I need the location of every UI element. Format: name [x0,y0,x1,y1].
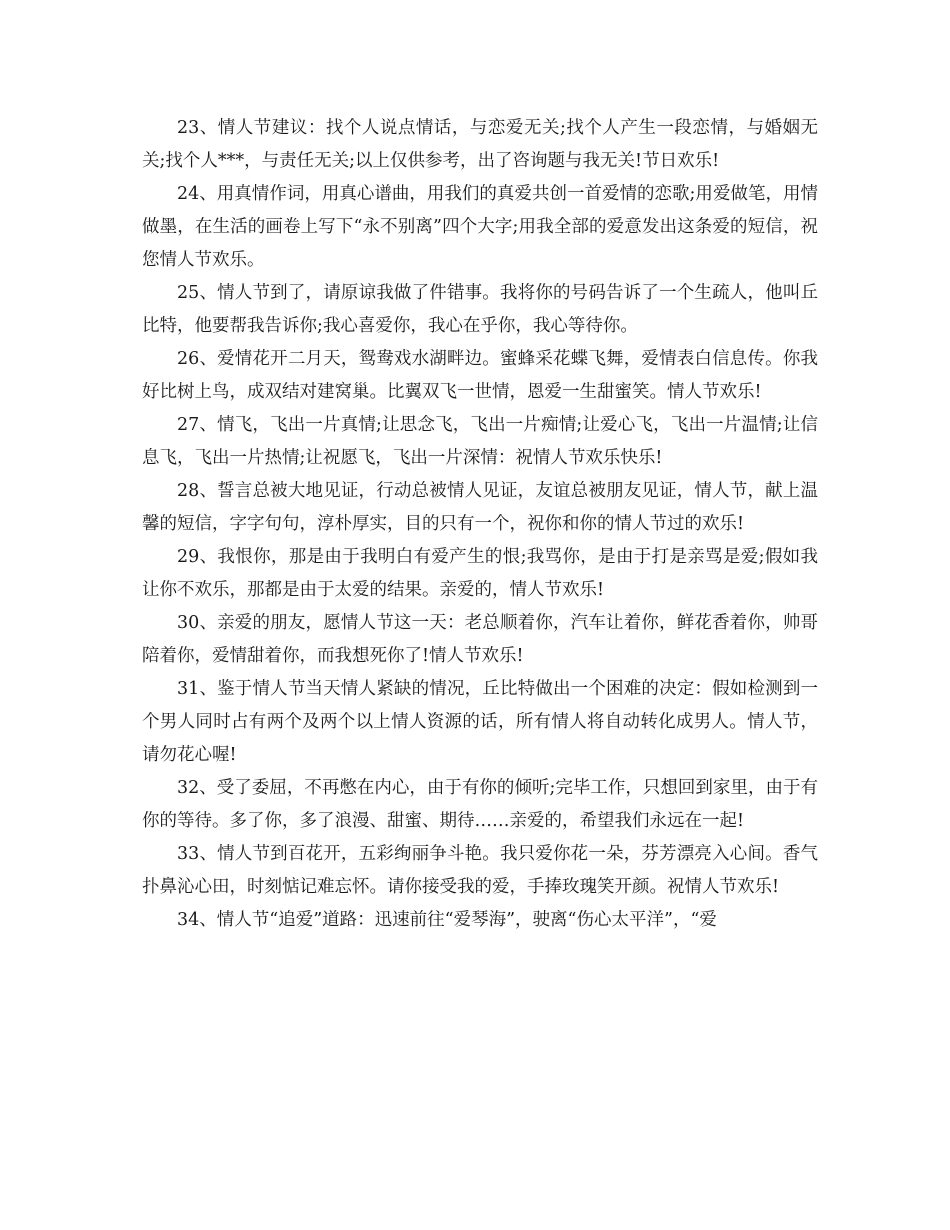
paragraph-33: 33、情人节到百花开，五彩绚丽争斗艳。我只爱你花一朵，芬芳漂亮入心间。香气扑鼻沁心田，时刻惦记难忘怀。请你接受我的爱，手捧玫瑰笑开颜。祝情人节欢乐! [142,844,818,897]
paragraph-25: 25、情人节到了，请原谅我做了件错事。我将你的号码告诉了一个生疏人，他叫丘比特，他要帮我告诉你;我心喜爱你，我心在乎你，我心等待你。 [142,283,818,336]
paragraph-30: 30、亲爱的朋友，愿情人节这一天：老总顺着你，汽车让着你，鲜花香着你，帅哥陪着你，爱情甜着你，而我想死你了!情人节欢乐! [142,613,818,666]
document-body [142,112,818,937]
paragraph-34: 34、情人节“追爱”道路：迅速前往“爱琴海”，驶离“伤心太平洋”，“爱 [177,910,717,930]
paragraph-31: 31、鉴于情人节当天情人紧缺的情况，丘比特做出一个困难的决定：假如检测到一个男人同时占有两个及两个以上情人资源的话，所有情人将自动转化成男人。情人节，请勿花心喔! [142,679,818,765]
paragraph-27: 27、情飞，飞出一片真情;让思念飞，飞出一片痴情;让爱心飞，飞出一片温情;让信息飞，飞出一片热情;让祝愿飞，飞出一片深情：祝情人节欢乐快乐! [142,415,818,468]
paragraph-32: 32、受了委屈，不再憋在内心，由于有你的倾听;完毕工作，只想回到家里，由于有你的等待。多了你，多了浪漫、甜蜜、期待……亲爱的，希望我们永远在一起! [142,778,818,831]
paragraph-24: 24、用真情作词，用真心谱曲，用我们的真爱共创一首爱情的恋歌;用爱做笔，用情做墨，在生活的画卷上写下“永不别离”四个大字;用我全部的爱意发出这条爱的短信，祝您情人节欢乐。 [142,184,818,270]
paragraph-26: 26、爱情花开二月天，鸳鸯戏水湖畔边。蜜蜂采花蝶飞舞，爱情表白信息传。你我好比树上鸟，成双结对建窝巢。比翼双飞一世情，恩爱一生甜蜜笑。情人节欢乐! [142,349,818,402]
paragraph-23: 23、情人节建议：找个人说点情话，与恋爱无关;找个人产生一段恋情，与婚姻无关;找个人***，与责任无关;以上仅供参考，出了咨询题与我无关!节日欢乐! [142,118,818,171]
paragraph-29: 29、我恨你，那是由于我明白有爱产生的恨;我骂你，是由于打是亲骂是爱;假如我让你不欢乐，那都是由于太爱的结果。亲爱的，情人节欢乐! [142,547,818,600]
paragraph-28: 28、誓言总被大地见证，行动总被情人见证，友谊总被朋友见证，情人节，献上温馨的短信，字字句句，淳朴厚实，目的只有一个，祝你和你的情人节过的欢乐! [142,481,818,534]
